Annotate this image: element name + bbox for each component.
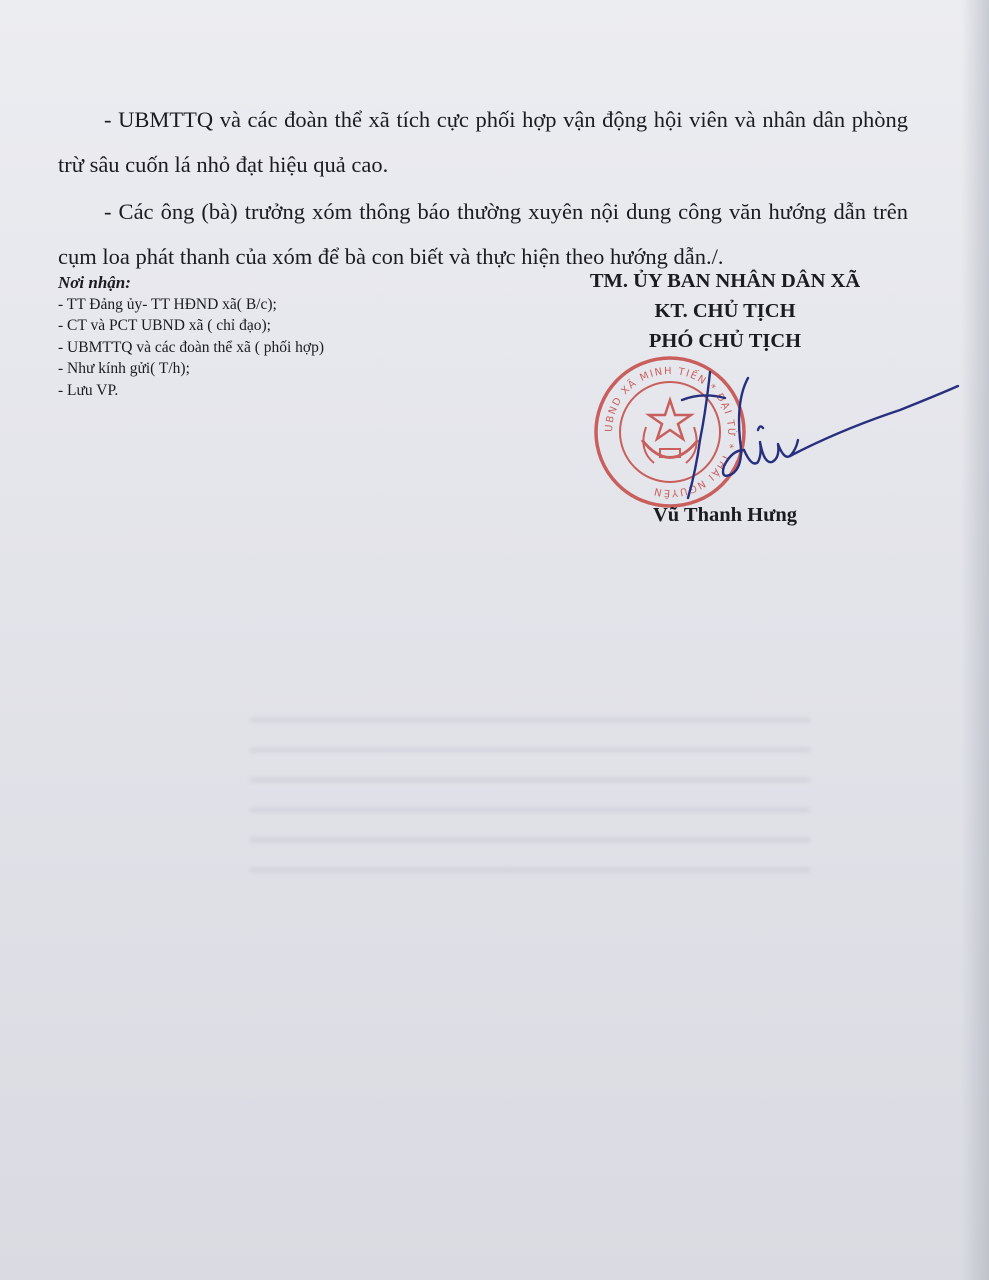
- signature-title-line1: TM. ỦY BAN NHÂN DÂN XÃ: [589, 270, 861, 292]
- handwritten-signature: [640, 370, 970, 520]
- recipients-block: [58, 272, 478, 401]
- recipient-item: - TT Đảng ủy- TT HĐND xã( B/c);: [58, 295, 277, 313]
- signature-title-line3: PHÓ CHỦ TỊCH: [648, 330, 802, 352]
- seal-text: UBND XÃ MINH TIẾN * ĐẠI TỪ * THÁI NGUYÊN: [603, 365, 737, 499]
- reverse-side-bleed-through: [250, 700, 810, 880]
- recipient-item: - UBMTTQ và các đoàn thể xã ( phối hợp): [58, 338, 325, 356]
- paragraph-ubmttq: [58, 97, 908, 187]
- recipient-item: - Lưu VP.: [58, 381, 119, 399]
- signature-title-line2: KT. CHỦ TỊCH: [654, 300, 796, 322]
- signature-title-block: [540, 266, 910, 356]
- recipients-label: Nơi nhận:: [58, 273, 131, 292]
- signer-name: Vũ Thanh Hưng: [652, 504, 798, 526]
- recipient-item: - CT và PCT UBND xã ( chỉ đạo);: [58, 317, 271, 334]
- paragraph-xom-leaders-text: - Các ông (bà) trưởng xóm thông báo thường xuyên nội dung công văn hướng dẫn trên cụm loa phát thanh của xóm để bà con biết và thực hiện theo hướng dẫn./.: [58, 199, 908, 269]
- recipient-item: - Như kính gửi( T/h);: [58, 360, 190, 377]
- paragraph-ubmttq-text: - UBMTTQ và các đoàn thể xã tích cực phối hợp vận động hội viên và nhân dân phòng trừ sâu cuốn lá nhỏ đạt hiệu quả cao.: [58, 107, 908, 177]
